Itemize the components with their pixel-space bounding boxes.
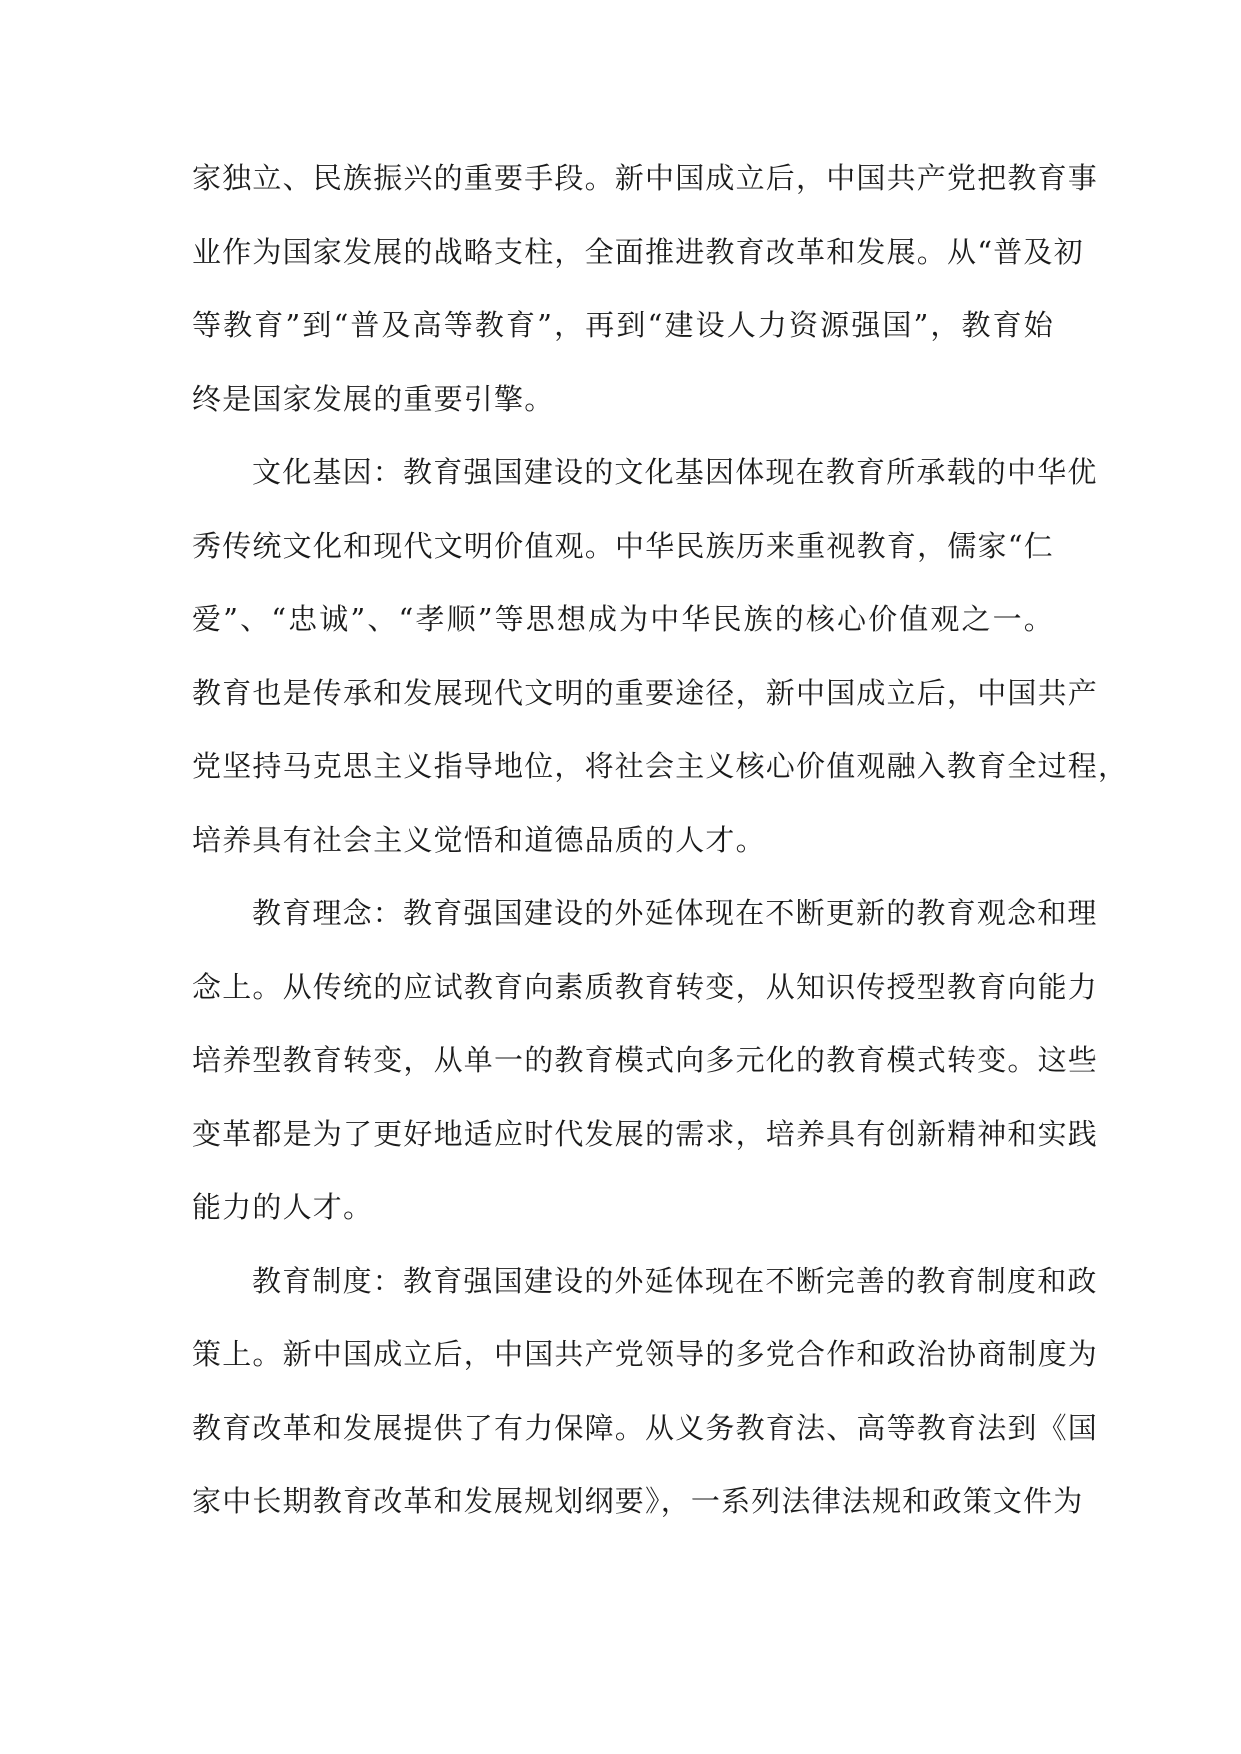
paragraph-line: 能力的人才。 (192, 1190, 374, 1224)
paragraph-line: 党坚持马克思主义指导地位，将社会主义核心价值观融入教育全过程， (192, 749, 1129, 783)
paragraph-education-system (192, 1245, 1099, 1539)
paragraph-line: 等教育”到“普及高等教育”，再到“建设人力资源强国”，教育始 (192, 308, 1054, 342)
paragraph-line: 家独立、民族振兴的重要手段。新中国成立后，中国共产党把教育事 (192, 161, 1099, 195)
paragraph-line: 终是国家发展的重要引擎。 (192, 381, 555, 416)
paragraph-line: 策上。新中国成立后，中国共产党领导的多党合作和政治协商制度为 (192, 1337, 1099, 1371)
paragraph-line: 教育理念：教育强国建设的外延体现在不断更新的教育观念和理 (252, 896, 1098, 930)
paragraph-line: 文化基因：教育强国建设的文化基因体现在教育所承载的中华优 (252, 455, 1098, 489)
paragraph-education-role (192, 142, 1099, 436)
paragraph-line: 培养型教育转变，从单一的教育模式向多元化的教育模式转变。这些 (192, 1043, 1099, 1077)
paragraph-line: 爱”、“忠诚”、“孝顺”等思想成为中华民族的核心价值观之一。 (192, 602, 1054, 636)
paragraph-line: 家中长期教育改革和发展规划纲要》，一系列法律法规和政策文件为 (192, 1484, 1084, 1518)
paragraph-line: 业作为国家发展的战略支柱，全面推进教育改革和发展。从“普及初 (192, 234, 1084, 269)
paragraph-line: 秀传统文化和现代文明价值观。中华民族历来重视教育，儒家“仁 (192, 528, 1054, 563)
paragraph-cultural-gene (192, 436, 1129, 877)
document-body (192, 142, 1129, 1539)
paragraph-line: 培养具有社会主义觉悟和道德品质的人才。 (192, 822, 766, 857)
paragraph-line: 教育改革和发展提供了有力保障。从义务教育法、高等教育法到《国 (192, 1410, 1099, 1445)
paragraph-line: 变革都是为了更好地适应时代发展的需求，培养具有创新精神和实践 (192, 1116, 1099, 1151)
paragraph-education-concept (192, 877, 1099, 1245)
paragraph-line: 念上。从传统的应试教育向素质教育转变，从知识传授型教育向能力 (192, 969, 1099, 1004)
paragraph-line: 教育也是传承和发展现代文明的重要途径，新中国成立后，中国共产 (192, 675, 1099, 710)
paragraph-line: 教育制度：教育强国建设的外延体现在不断完善的教育制度和政 (252, 1263, 1098, 1298)
